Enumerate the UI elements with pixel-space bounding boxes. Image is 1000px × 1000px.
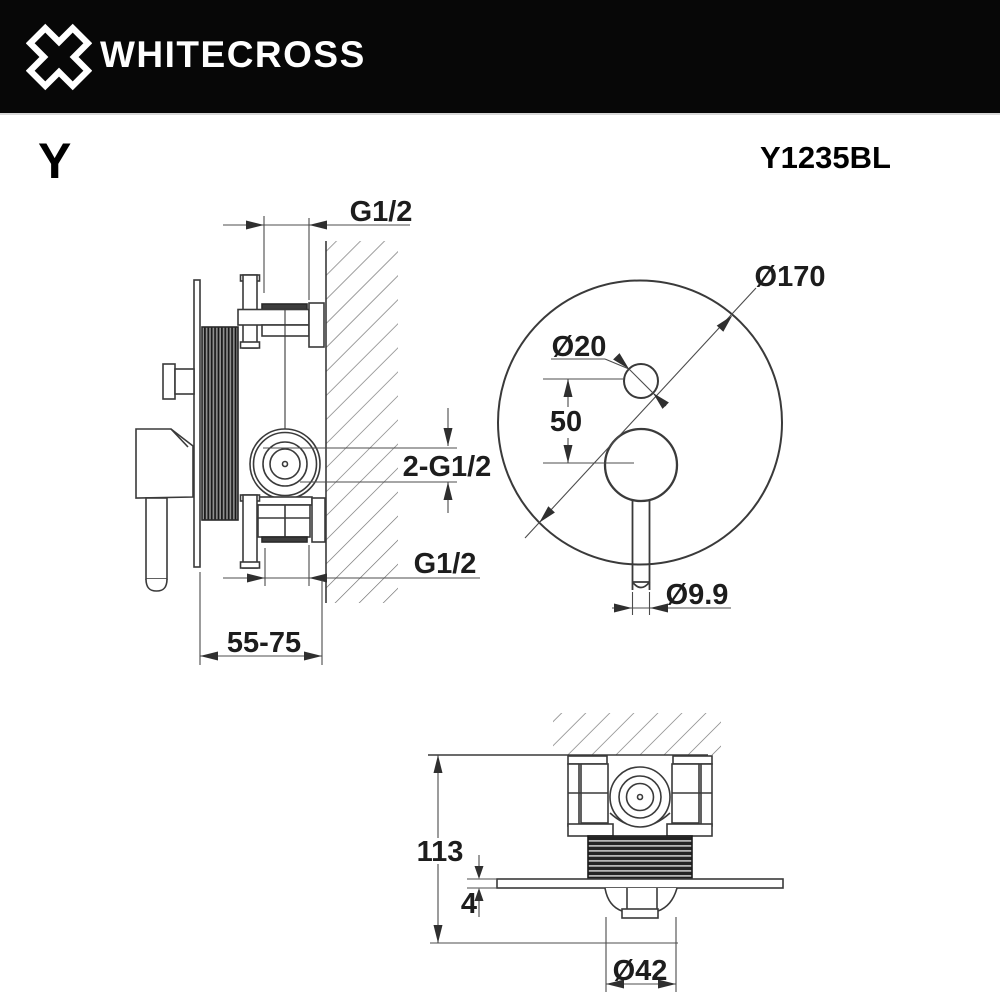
valve-body-knurl bbox=[202, 327, 238, 520]
dim-center-spacing: 50 bbox=[549, 406, 583, 438]
bottom-wall-port bbox=[312, 498, 325, 542]
dim-plate-thickness: 4 bbox=[460, 888, 478, 920]
trim-plate-edge bbox=[497, 879, 783, 888]
dim-top-thread: G1/2 bbox=[349, 196, 413, 228]
mounting-plate bbox=[194, 280, 200, 567]
lever-grip bbox=[146, 498, 167, 579]
model-number: Y1235BL bbox=[760, 140, 891, 175]
installed-view bbox=[428, 713, 783, 918]
dim-lever-stem-diameter: Ø9.9 bbox=[665, 579, 729, 611]
dim-diverter-diameter: Ø20 bbox=[551, 331, 607, 363]
wall-hatch-bottom bbox=[553, 713, 721, 755]
dim-bottom-thread: G1/2 bbox=[413, 548, 477, 580]
dim-plate-diameter: Ø170 bbox=[754, 261, 826, 293]
front-view-dimensions bbox=[543, 353, 731, 615]
lever-hub bbox=[136, 429, 193, 498]
dim-outlet-threads: 2-G1/2 bbox=[402, 451, 492, 483]
wall-hatch bbox=[326, 241, 398, 603]
side-view bbox=[136, 241, 398, 603]
series-label: Y bbox=[38, 133, 72, 189]
lever-stem bbox=[633, 500, 650, 590]
top-port-plate bbox=[262, 304, 307, 310]
left-clamp bbox=[568, 756, 613, 836]
top-wall-port bbox=[309, 303, 324, 347]
bottom-clamp-bracket bbox=[243, 495, 257, 568]
dim-install-depth: 113 bbox=[416, 836, 464, 868]
front-view bbox=[498, 281, 782, 591]
valve-circles-bottom bbox=[610, 767, 670, 827]
brand-wordmark: WHITECROSS bbox=[100, 34, 366, 75]
bottom-port-body bbox=[258, 505, 310, 537]
dim-mount-depth-range: 55-75 bbox=[226, 627, 302, 659]
side-stub-cap bbox=[163, 364, 175, 399]
escutcheon-foot bbox=[622, 909, 658, 918]
valve-cartridge-circles bbox=[250, 429, 320, 499]
dim-escutcheon-diameter: Ø42 bbox=[612, 955, 668, 987]
right-clamp bbox=[667, 756, 712, 836]
side-stub bbox=[175, 369, 194, 394]
threaded-collar bbox=[588, 836, 692, 878]
bottom-port-plate bbox=[262, 537, 307, 542]
